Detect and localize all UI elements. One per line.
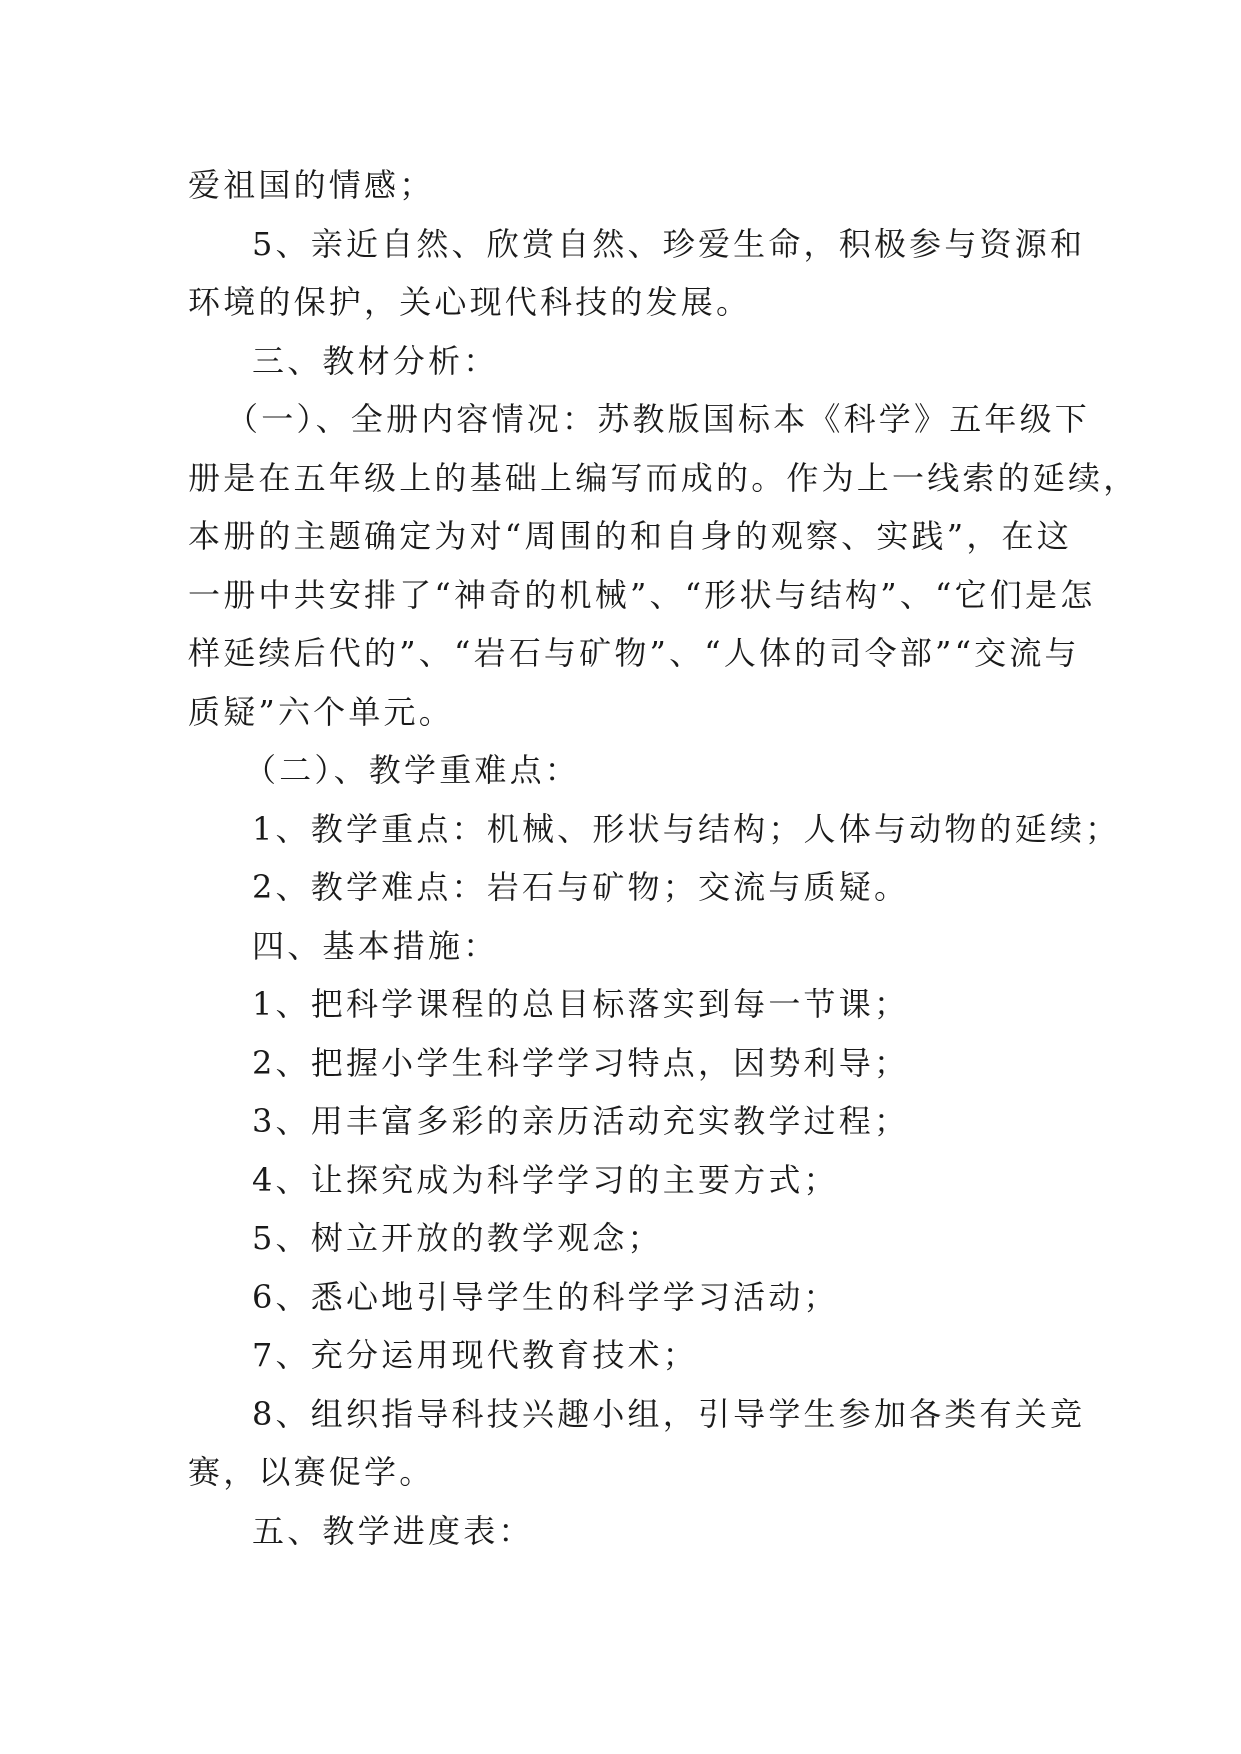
measure-item-3: 3、用丰富多彩的亲历活动充实教学过程；: [252, 1102, 910, 1140]
measure-item-8: 8、组织指导科技兴趣小组，引导学生参加各类有关竞: [252, 1394, 1086, 1433]
section-heading-measures: 四、基本措施：: [252, 926, 499, 965]
line-13: 2、教学难点：岩石与矿物；交流与质疑。: [252, 868, 910, 906]
section-heading-textbook-analysis: 三、教材分析：: [252, 341, 499, 380]
line-1: 爱祖国的情感；: [188, 166, 435, 204]
measure-item-2: 2、把握小学生科学学习特点，因势利导；: [252, 1043, 910, 1082]
measure-item-6: 6、悉心地引导学生的科学学习活动；: [252, 1277, 839, 1316]
section-heading-schedule: 五、教学进度表：: [252, 1511, 534, 1550]
measure-item-1: 1、把科学课程的总目标落实到每一节课；: [252, 985, 910, 1023]
measure-item-4: 4、让探究成为科学学习的主要方式；: [252, 1160, 839, 1199]
line-10: 质疑”六个单元。: [188, 692, 454, 731]
line-2: 5、亲近自然、欣赏自然、珍爱生命，积极参与资源和: [252, 224, 1086, 263]
line-12: 1、教学重点：机械、形状与结构；人体与动物的延续；: [252, 809, 1121, 848]
line-5: （一）、全册内容情况：苏教版国标本《科学》五年级下: [226, 400, 1091, 438]
subheading-key-points: （二）、教学重难点：: [244, 751, 581, 789]
measure-item-7: 7、充分运用现代教育技术；: [252, 1336, 698, 1374]
measure-item-8-cont: 赛，以赛促学。: [188, 1453, 435, 1491]
line-3: 环境的保护，关心现代科技的发展。: [188, 283, 752, 321]
line-7: 本册的主题确定为对“周围的和自身的观察、实践”，在这: [188, 517, 1072, 555]
measure-item-5: 5、树立开放的教学观念；: [252, 1219, 663, 1257]
line-9: 样延续后代的”、“岩石与矿物”、“人体的司令部”“交流与: [188, 634, 1080, 672]
document-body: [188, 156, 1139, 1560]
line-6: 册是在五年级上的基础上编写而成的。作为上一线索的延续，: [188, 458, 1139, 497]
line-8: 一册中共安排了“神奇的机械”、“形状与结构”、“它们是怎: [188, 575, 1096, 614]
